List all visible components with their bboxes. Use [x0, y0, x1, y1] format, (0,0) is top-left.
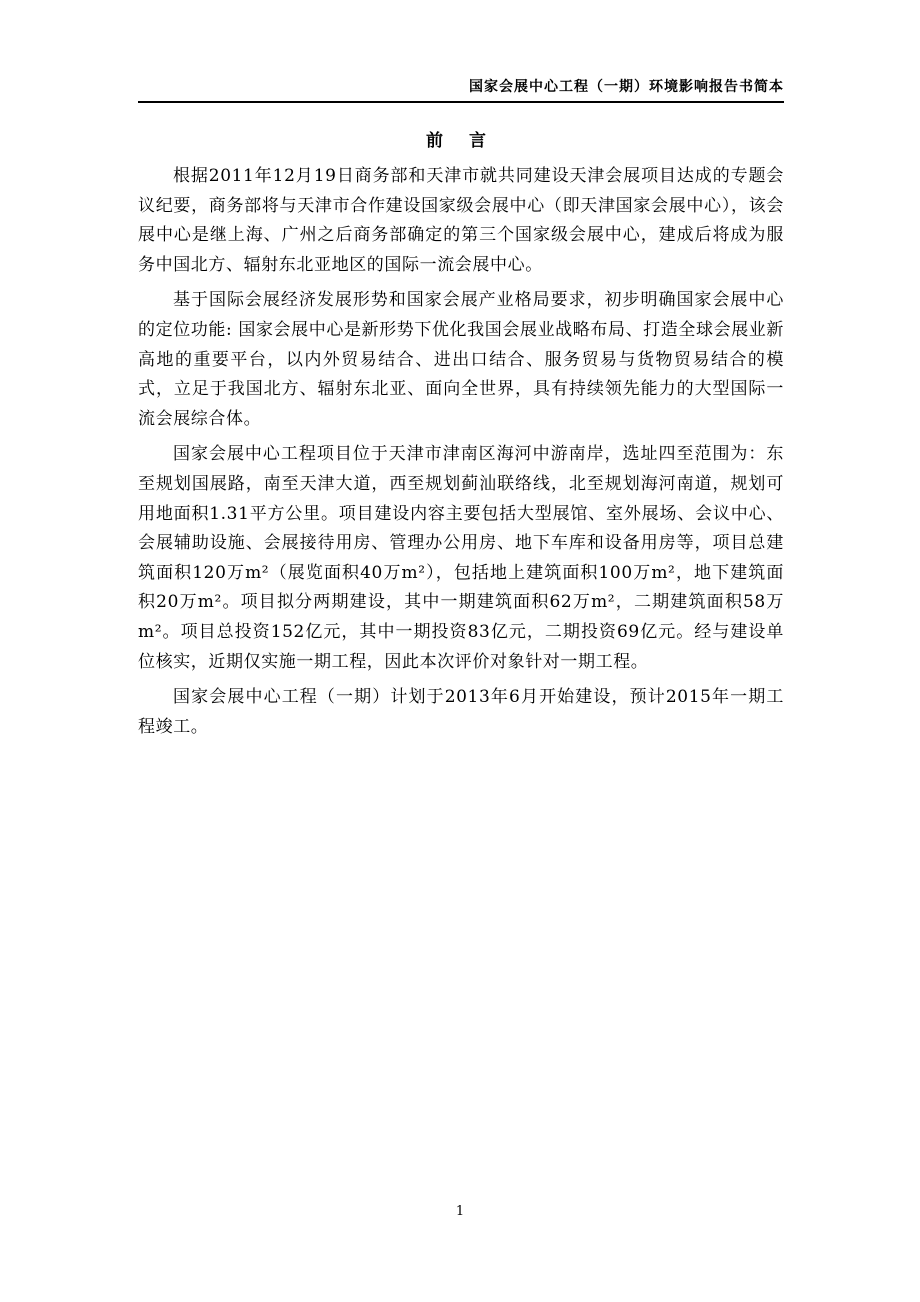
page-number: 1	[455, 1204, 465, 1219]
paragraph-4: 国家会展中心工程（一期）计划于2013年6月开始建设，预计2015年一期工程竣工。	[138, 687, 784, 737]
paragraph-1: 根据2011年12月19日商务部和天津市就共同建设天津会展项目达成的专题会议纪要，商务部将与天津市合作建设国家级会展中心（即天津国家会展中心），该会展中心是继上海、广州之后商务部确定的第三个国家级会展中心，建成后将成为服务中国北方、辐射东北亚地区的国际一流会展中心。	[138, 166, 784, 275]
paragraph-2: 基于国际会展经济发展形势和国家会展产业格局要求，初步明确国家会展中心的定位功能: 国家会展中心是新形势下优化我国会展业战略布局、打造全球会展业新高地的重要平台，以内外贸易结合、进出口结合、服务贸易与货物贸易结合的模式，立足于我国北方、辐射东北亚、面向全世界，具有持续领先能力的大型国际一流会展综合体。	[138, 290, 784, 429]
document-body	[138, 162, 784, 748]
paragraph-3: 国家会展中心工程项目位于天津市津南区海河中游南岸，选址四至范围为：东至规划国展路，南至天津大道，西至规划蓟汕联络线，北至规划海河南道，规划可用地面积1.31平方公里。项目建设内容主要包括大型展馆、室外展场、会议中心、会展辅助设施、会展接待用房、管理办公用房、地下车库和设备用房等，项目总建筑面积120万m²（展览面积40万m²），包括地上建筑面积100万m²，地下建筑面积20万m²。项目拟分两期建设，其中一期建筑面积62万m²，二期建筑面积58万m²。项目总投资152亿元，其中一期投资83亿元，二期投资69亿元。经与建设单位核实，近期仅实施一期工程，因此本次评价对象针对一期工程。	[138, 444, 784, 672]
header-divider	[138, 101, 784, 103]
section-title: 前 言	[426, 131, 496, 151]
running-header: 国家会展中心工程（一期）环境影响报告书简本	[469, 79, 784, 95]
